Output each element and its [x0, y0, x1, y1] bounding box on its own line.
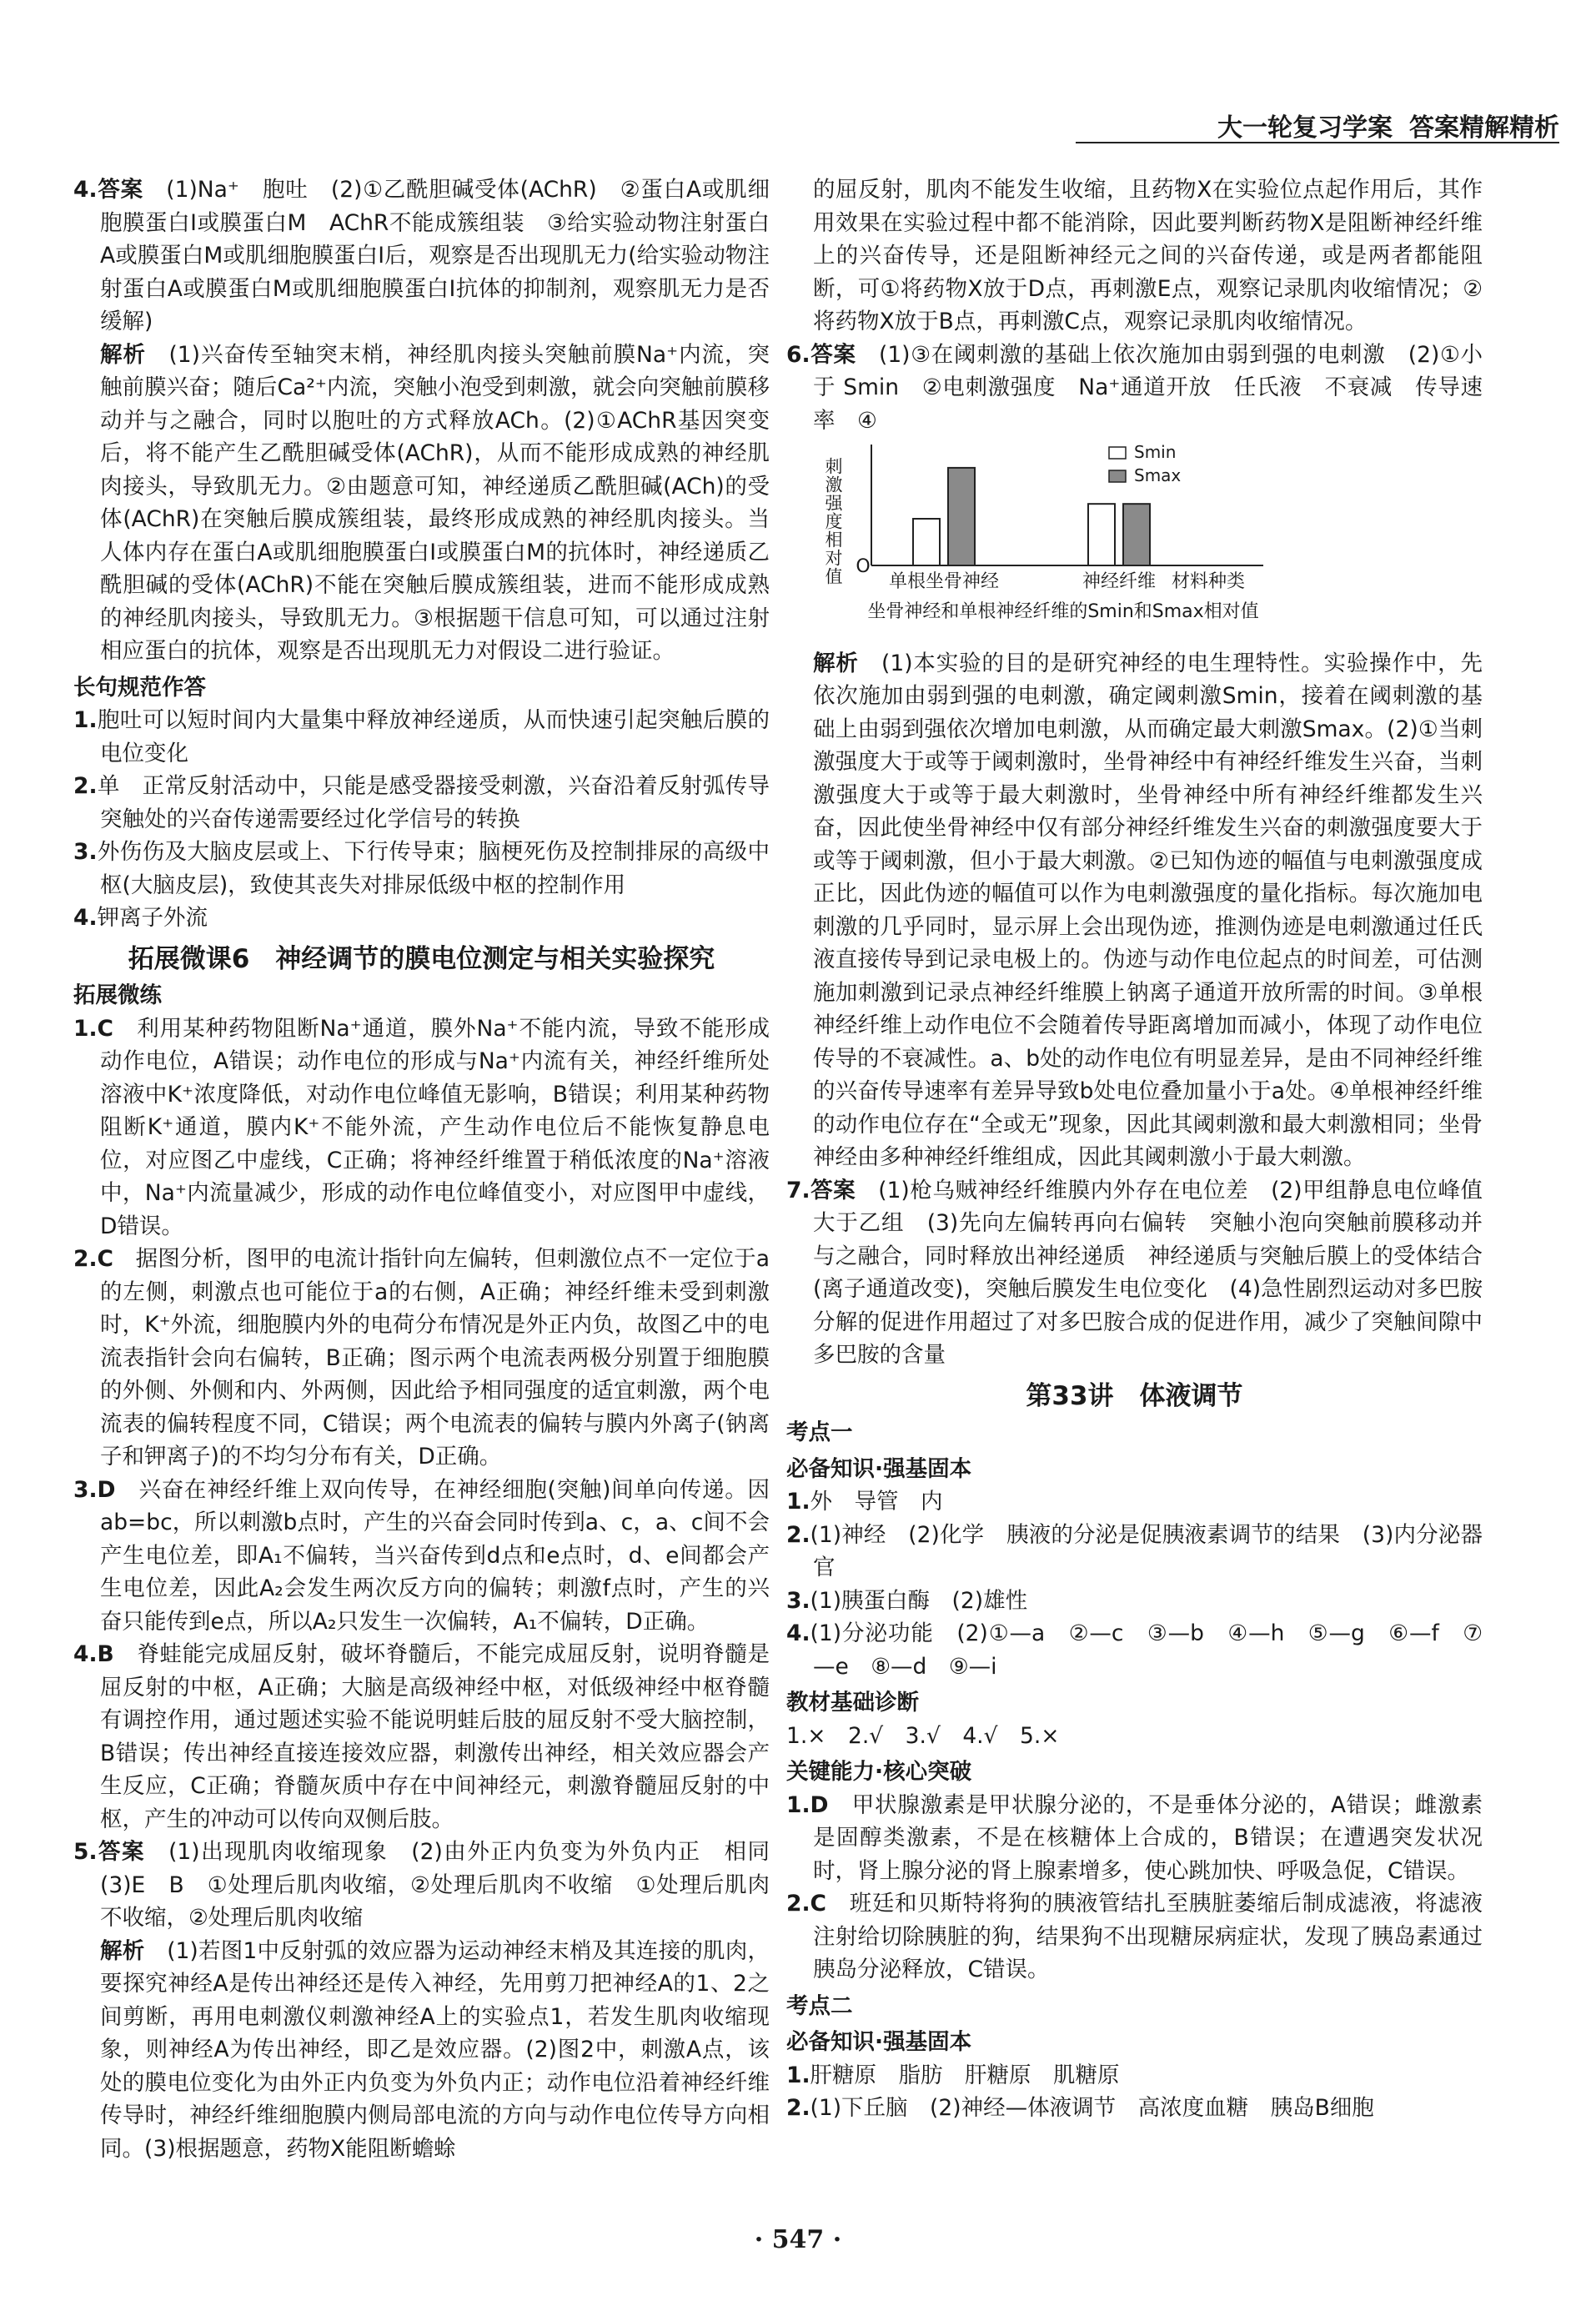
answer-paragraph	[73, 836, 770, 902]
legend-swatch-smin	[1109, 447, 1126, 459]
item-label: 答案	[810, 1177, 856, 1203]
answer-paragraph	[73, 1935, 770, 2166]
item-text: 胞吐可以短时间内大量集中释放神经递质，从而快速引起突触后膜的电位变化	[97, 707, 770, 766]
answer-paragraph	[786, 1585, 1483, 1618]
bar-smin-1	[1088, 504, 1115, 565]
x-axis-label: 材料种类	[1172, 571, 1246, 592]
answer-paragraph	[73, 770, 792, 836]
item-text: 1.× 2.√ 3.√ 4.√ 5.×	[786, 1722, 1060, 1749]
item-text: (1)③在阈刺激的基础上依次施加由弱到强的电刺激 (2)①小于 Smin ②电刺激强度 Na⁺通道开放 任氏液 不衰减 传导速率 ④	[813, 341, 1483, 434]
page-number: · 547 ·	[754, 2225, 842, 2254]
answer-paragraph	[73, 1836, 792, 1935]
subsection-heading	[786, 2026, 1483, 2059]
item-text: 关键能力·核心突破	[786, 1759, 972, 1785]
item-number: 2.	[786, 2095, 811, 2121]
item-number: 1.C	[73, 1015, 113, 1042]
answer-paragraph	[73, 1012, 770, 1243]
item-text: (1)若图1中反射弧的效应器为运动神经末梢及其连接的肌肉，要探究神经A是传出神经还是传入神经，先用剪刀把神经A的1、2之间剪断，再用电刺激仪刺激神经A上的实验点1，若发生肌肉收缩现象，则神经A为传出神经，即乙是效应器。(2)图2中，刺激A点，该处的膜电位变化为由外正内负变为外负内正；动作电位沿着神经纤维传导时，神经纤维细胞膜内侧局部电流的方向与动作电位传导方向相同。(3)根据题意，药物X能阻断蟾蜍	[100, 1937, 770, 2162]
item-label: 答案	[97, 177, 143, 203]
item-text: (1)胰蛋白酶 (2)雄性	[810, 1587, 1028, 1614]
item-number: 2.	[73, 773, 98, 799]
left-column	[73, 173, 792, 2165]
item-text: 考点二	[786, 1992, 853, 2019]
item-text: 必备知识·强基固本	[786, 2029, 972, 2055]
header-rule	[1076, 142, 1559, 143]
right-column	[786, 173, 1483, 2125]
answer-paragraph	[73, 1638, 770, 1836]
item-text: 据图分析，图甲的电流计指针向左偏转，但刺激位点不一定位于a的左侧，刺激点也可能位于a的右侧，A正确；神经纤维未受到刺激时，K⁺外流，细胞膜内外的电荷分布情况是外正内负，故图乙中的电流表指针会向右偏转，B正确；图示两个电流表两极分别置于细胞膜的外侧、外侧和内、外两侧，因此给予相同强度的适宜刺激，两个电流表的偏转程度不同，C错误；两个电流表的偏转与膜内外离子(钠离子和钾离子)的不均匀分布有关，D正确。	[100, 1246, 770, 1470]
item-text: 必备知识·强基固本	[786, 1455, 972, 1482]
item-text: 单 正常反射活动中，只能是感受器接受刺激，兴奋沿着反射弧传导 突触处的兴奋传递需要经过化学信号的转换	[97, 773, 792, 832]
item-number: 3.	[786, 1587, 811, 1614]
item-label: 解析	[100, 1937, 145, 1964]
section-heading	[786, 1380, 1483, 1414]
item-number: 3.	[73, 839, 98, 865]
item-text: (1)分泌功能 (2)①—a ②—c ③—b ④—h ⑤—g ⑥—f ⑦—e ⑧—d ⑨—i	[810, 1620, 1483, 1680]
answer-paragraph	[786, 1887, 1483, 1987]
answer-paragraph	[73, 339, 770, 668]
running-header	[1217, 107, 1559, 143]
y-axis-label: 刺激强度相对值	[823, 457, 843, 585]
answer-paragraph	[73, 173, 770, 339]
category-label: 神经纤维	[1082, 571, 1157, 592]
item-text: 脊蛙能完成屈反射，破坏脊髓后，不能完成屈反射，说明脊髓是屈反射的中枢，A正确；大脑是高级神经中枢，对低级神经中枢脊髓有调控作用，通过题述实验不能说明蛙后肢的屈反射不受大脑控制，B错误；传出神经直接连接效应器，刺激传出神经，相关效应器会产生反应，C正确；脊髓灰质中存在中间神经元，刺激脊髓屈反射的中枢，产生的冲动可以传向双侧后肢。	[100, 1641, 770, 1832]
answer-paragraph	[73, 1474, 770, 1639]
item-text: 考点一	[786, 1419, 853, 1445]
item-label: 解析	[100, 341, 146, 368]
answer-paragraph	[786, 1519, 1483, 1585]
subsection-heading	[786, 1686, 1483, 1720]
item-text: 第33讲 体液调节	[1026, 1380, 1243, 1411]
item-text: (1)出现肌肉收缩现象 (2)由外正内负变为外负内正 相同 (3)E B ①处理后肌肉收缩，②处理后肌肉不收缩 ①处理后肌肉不收缩，②处理后肌肉收缩	[100, 1839, 792, 1931]
answer-paragraph	[786, 173, 1483, 339]
item-text: 的屈反射，肌肉不能发生收缩，且药物X在实验位点起作用后，其作用效果在实验过程中都不能消除，因此要判断药物X是阻断神经纤维上的兴奋传导，还是阻断神经元之间的兴奋传递，或是两者都能阻断，可①将药物X放于D点，再刺激E点，观察记录肌肉收缩情况；②将药物X放于B点，再刺激C点，观察记录肌肉收缩情况。	[813, 177, 1483, 334]
item-text: (1)下丘脑 (2)神经—体液调节 高浓度血糖 胰岛B细胞	[810, 2095, 1374, 2121]
bar-smin-0	[913, 519, 940, 565]
item-text: (1)神经 (2)化学 胰液的分泌是促胰液素调节的结果 (3)内分泌器官	[810, 1521, 1483, 1580]
right-column-bottom	[786, 647, 1483, 2125]
answer-paragraph	[786, 1720, 1483, 1753]
item-number: 2.	[786, 1521, 811, 1548]
item-number: 7.	[786, 1177, 811, 1203]
answer-paragraph	[786, 647, 1483, 1174]
subsection-heading	[786, 1756, 1483, 1789]
legend-swatch-smax	[1109, 470, 1126, 482]
bar-smax-0	[948, 468, 975, 565]
item-text: 利用某种药物阻断Na⁺通道，膜外Na⁺不能内流，导致不能形成动作电位，A错误；动作电位的形成与Na⁺内流有关，神经纤维所处溶液中K⁺浓度降低，对动作电位峰值无影响，B错误；利用某种药物阻断K⁺通道，膜内K⁺不能外流，产生动作电位后不能恢复静息电位，对应图乙中虚线，C正确；将神经纤维置于稍低浓度的Na⁺溶液中，Na⁺内流量减少，形成的动作电位峰值变小，对应图甲中虚线，D错误。	[100, 1015, 770, 1239]
item-number: 2.C	[73, 1246, 113, 1272]
answer-paragraph	[786, 1174, 1483, 1372]
book-title: 大一轮复习学案	[1217, 113, 1393, 143]
item-text: 班廷和贝斯特将狗的胰液管结扎至胰脏萎缩后制成滤液，将滤液注射给切除胰脏的狗，结果狗不出现糖尿病症状，发现了胰岛素通过胰岛分泌释放，C错误。	[813, 1891, 1483, 1982]
item-label: 答案	[97, 1839, 146, 1865]
subsection-heading	[786, 1453, 1483, 1486]
item-number: 4.	[73, 177, 98, 203]
item-number: 3.D	[73, 1476, 116, 1503]
item-text: (1)Na⁺ 胞吐 (2)①乙酰胆碱受体(AChR) ②蛋白A或肌细胞膜蛋白Ⅰ或膜蛋白M AChR不能成簇组装 ③给实验动物注射蛋白A或膜蛋白M或肌细胞膜蛋白Ⅰ后，观察是否出现肌无力(给实验动物注射蛋白A或膜蛋白M或肌细胞膜蛋白Ⅰ抗体的抑制剂，观察肌无力是否缓解)	[100, 177, 770, 334]
item-number: 4.B	[73, 1641, 114, 1667]
item-number: 1.	[786, 2062, 811, 2088]
answer-paragraph	[786, 339, 1483, 438]
answer-paragraph	[73, 1243, 770, 1474]
item-label: 答案	[810, 341, 856, 368]
answer-paragraph	[786, 1789, 1483, 1888]
chart-svg	[813, 440, 1447, 632]
legend-label: Smin	[1134, 442, 1177, 462]
item-number: 1.	[786, 1489, 811, 1515]
item-number: 5.	[73, 1839, 98, 1865]
item-number: 6.	[786, 341, 811, 368]
item-label: 解析	[813, 650, 859, 676]
subsection-heading	[786, 1990, 1483, 2023]
section-heading	[73, 943, 770, 977]
item-text: 外 导管 内	[810, 1489, 943, 1515]
item-text: 拓展微课6 神经调节的膜电位测定与相关实验探究	[128, 943, 715, 974]
answer-paragraph	[73, 902, 770, 935]
subsection-heading	[73, 671, 770, 705]
item-text: (1)本实验的目的是研究神经的电生理特性。实验操作中，先依次施加由弱到强的电刺激，确定阈刺激Smin，接着在阈刺激的基础上由弱到强依次增加电刺激，从而确定最大刺激Smax。(2)①当刺激强度大于或等于阈刺激时，坐骨神经中有神经纤维发生兴奋，当刺激强度大于或等于最大刺激时，坐骨神经中所有神经纤维都发生兴奋，因此使坐骨神经中仅有部分神经纤维发生兴奋的刺激强度要大于或等于阈刺激，但小于最大刺激。②已知伪迹的幅值与电刺激强度成正比，因此伪迹的幅值可以作为电刺激强度的量化指标。每次施加电刺激的几乎同时，显示屏上会出现伪迹，推测伪迹是电刺激通过任氏液直接传导到记录电极上的。伪迹与动作电位起点的时间差，可估测施加刺激到记录点神经纤维膜上钠离子通道开放所需的时间。③单根神经纤维上动作电位不会随着传导距离增加而减小，体现了动作电位传导的不衰减性。a、b处的动作电位有明显差异，是由不同神经纤维的兴奋传导速率有差异导致b处电位叠加量小于a处。④单根神经纤维的动作电位存在“全或无”现象，因此其阈刺激和最大刺激相同；坐骨神经由多种神经纤维组成，因此其阈刺激小于最大刺激。	[813, 650, 1483, 1170]
subsection-heading	[786, 1416, 1483, 1449]
subsection-heading	[73, 979, 770, 1012]
item-text: 肝糖原 脂肪 肝糖原 肌糖原	[810, 2062, 1120, 2088]
item-text: (1)枪乌贼神经纤维膜内外存在电位差 (2)甲组静息电位峰值大于乙组 (3)先向左偏转再向右偏转 突触小泡向突触前膜移动并与之融合，同时释放出神经递质 神经递质与突触后膜上的受体结合(离子通道改变)，突触后膜发生电位变化 (4)急性剧烈运动对多巴胺分解的促进作用超过了对多巴胺合成的促进作用，减少了突触间隙中多巴胺的含量	[813, 1177, 1483, 1368]
item-text: (1)兴奋传至轴突末梢，神经肌肉接头突触前膜Na⁺内流，突触前膜兴奋；随后Ca²⁺内流，突触小泡受到刺激，就会向突触前膜移动并与之融合，同时以胞吐的方式释放ACh。(2)①AChR基因突变后，将不能产生乙酰胆碱受体(AChR)，从而不能形成成熟的神经肌肉接头，导致肌无力。②由题意可知，神经递质乙酰胆碱(ACh)的受体(AChR)在突触后膜成簇组装，最终形成成熟的神经肌肉接头。当人体内存在蛋白A或肌细胞膜蛋白Ⅰ或膜蛋白M的抗体时，神经递质乙酰胆碱的受体(AChR)不能在突触后膜成簇组装，进而不能形成成熟的神经肌肉接头，导致肌无力。③根据题干信息可知，可以通过注射相应蛋白的抗体，观察是否出现肌无力对假设二进行验证。	[100, 341, 770, 664]
item-number: 1.	[73, 707, 98, 733]
right-column-top	[786, 173, 1483, 437]
item-text: 外伤伤及大脑皮层或上、下行传导束；脑梗死伤及控制排尿的高级中枢(大脑皮层)，致使其丧失对排尿低级中枢的控制作用	[97, 839, 770, 898]
category-label: 单根坐骨神经	[888, 571, 1000, 592]
item-number: 4.	[73, 905, 98, 931]
section-title: 答案精解精析	[1409, 113, 1559, 143]
answer-paragraph	[73, 704, 770, 770]
item-text: 兴奋在神经纤维上双向传导，在神经细胞(突触)间单向传递。因ab=bc，所以刺激b点时，产生的兴奋会同时传到a、c，a、c间不会产生电位差，即A₁不偏转，当兴奋传到d点和e点时，d、e间都会产生电位差，因此A₂会发生两次反方向的偏转；刺激f点时，产生的兴奋只能传到e点，所以A₂只发生一次偏转，A₁不偏转，D正确。	[100, 1476, 770, 1635]
chart-title: 坐骨神经和单根神经纤维的Smin和Smax相对值	[867, 601, 1259, 622]
answer-paragraph	[786, 1617, 1483, 1683]
item-number: 1.D	[786, 1791, 829, 1818]
item-number: 2.C	[786, 1891, 826, 1917]
answer-paragraph	[786, 2092, 1483, 2125]
item-text: 拓展微练	[73, 982, 162, 1008]
bar-smax-1	[1123, 504, 1150, 565]
item-text: 钾离子外流	[97, 905, 208, 931]
item-number: 4.	[786, 1620, 811, 1646]
origin-label: O	[856, 556, 871, 577]
answer-paragraph	[786, 2059, 1483, 2093]
answer-paragraph	[786, 1485, 1483, 1519]
item-text: 甲状腺激素是甲状腺分泌的，不是垂体分泌的，A错误；雌激素是固醇类激素，不是在核糖体上合成的，B错误；在遭遇突发状况时，肾上腺分泌的肾上腺素增多，使心跳加快、呼吸急促，C错误。	[813, 1791, 1483, 1884]
legend-label: Smax	[1134, 465, 1182, 485]
bar-chart	[813, 440, 1483, 642]
item-text: 长句规范作答	[73, 674, 206, 701]
item-text: 教材基础诊断	[786, 1690, 919, 1716]
